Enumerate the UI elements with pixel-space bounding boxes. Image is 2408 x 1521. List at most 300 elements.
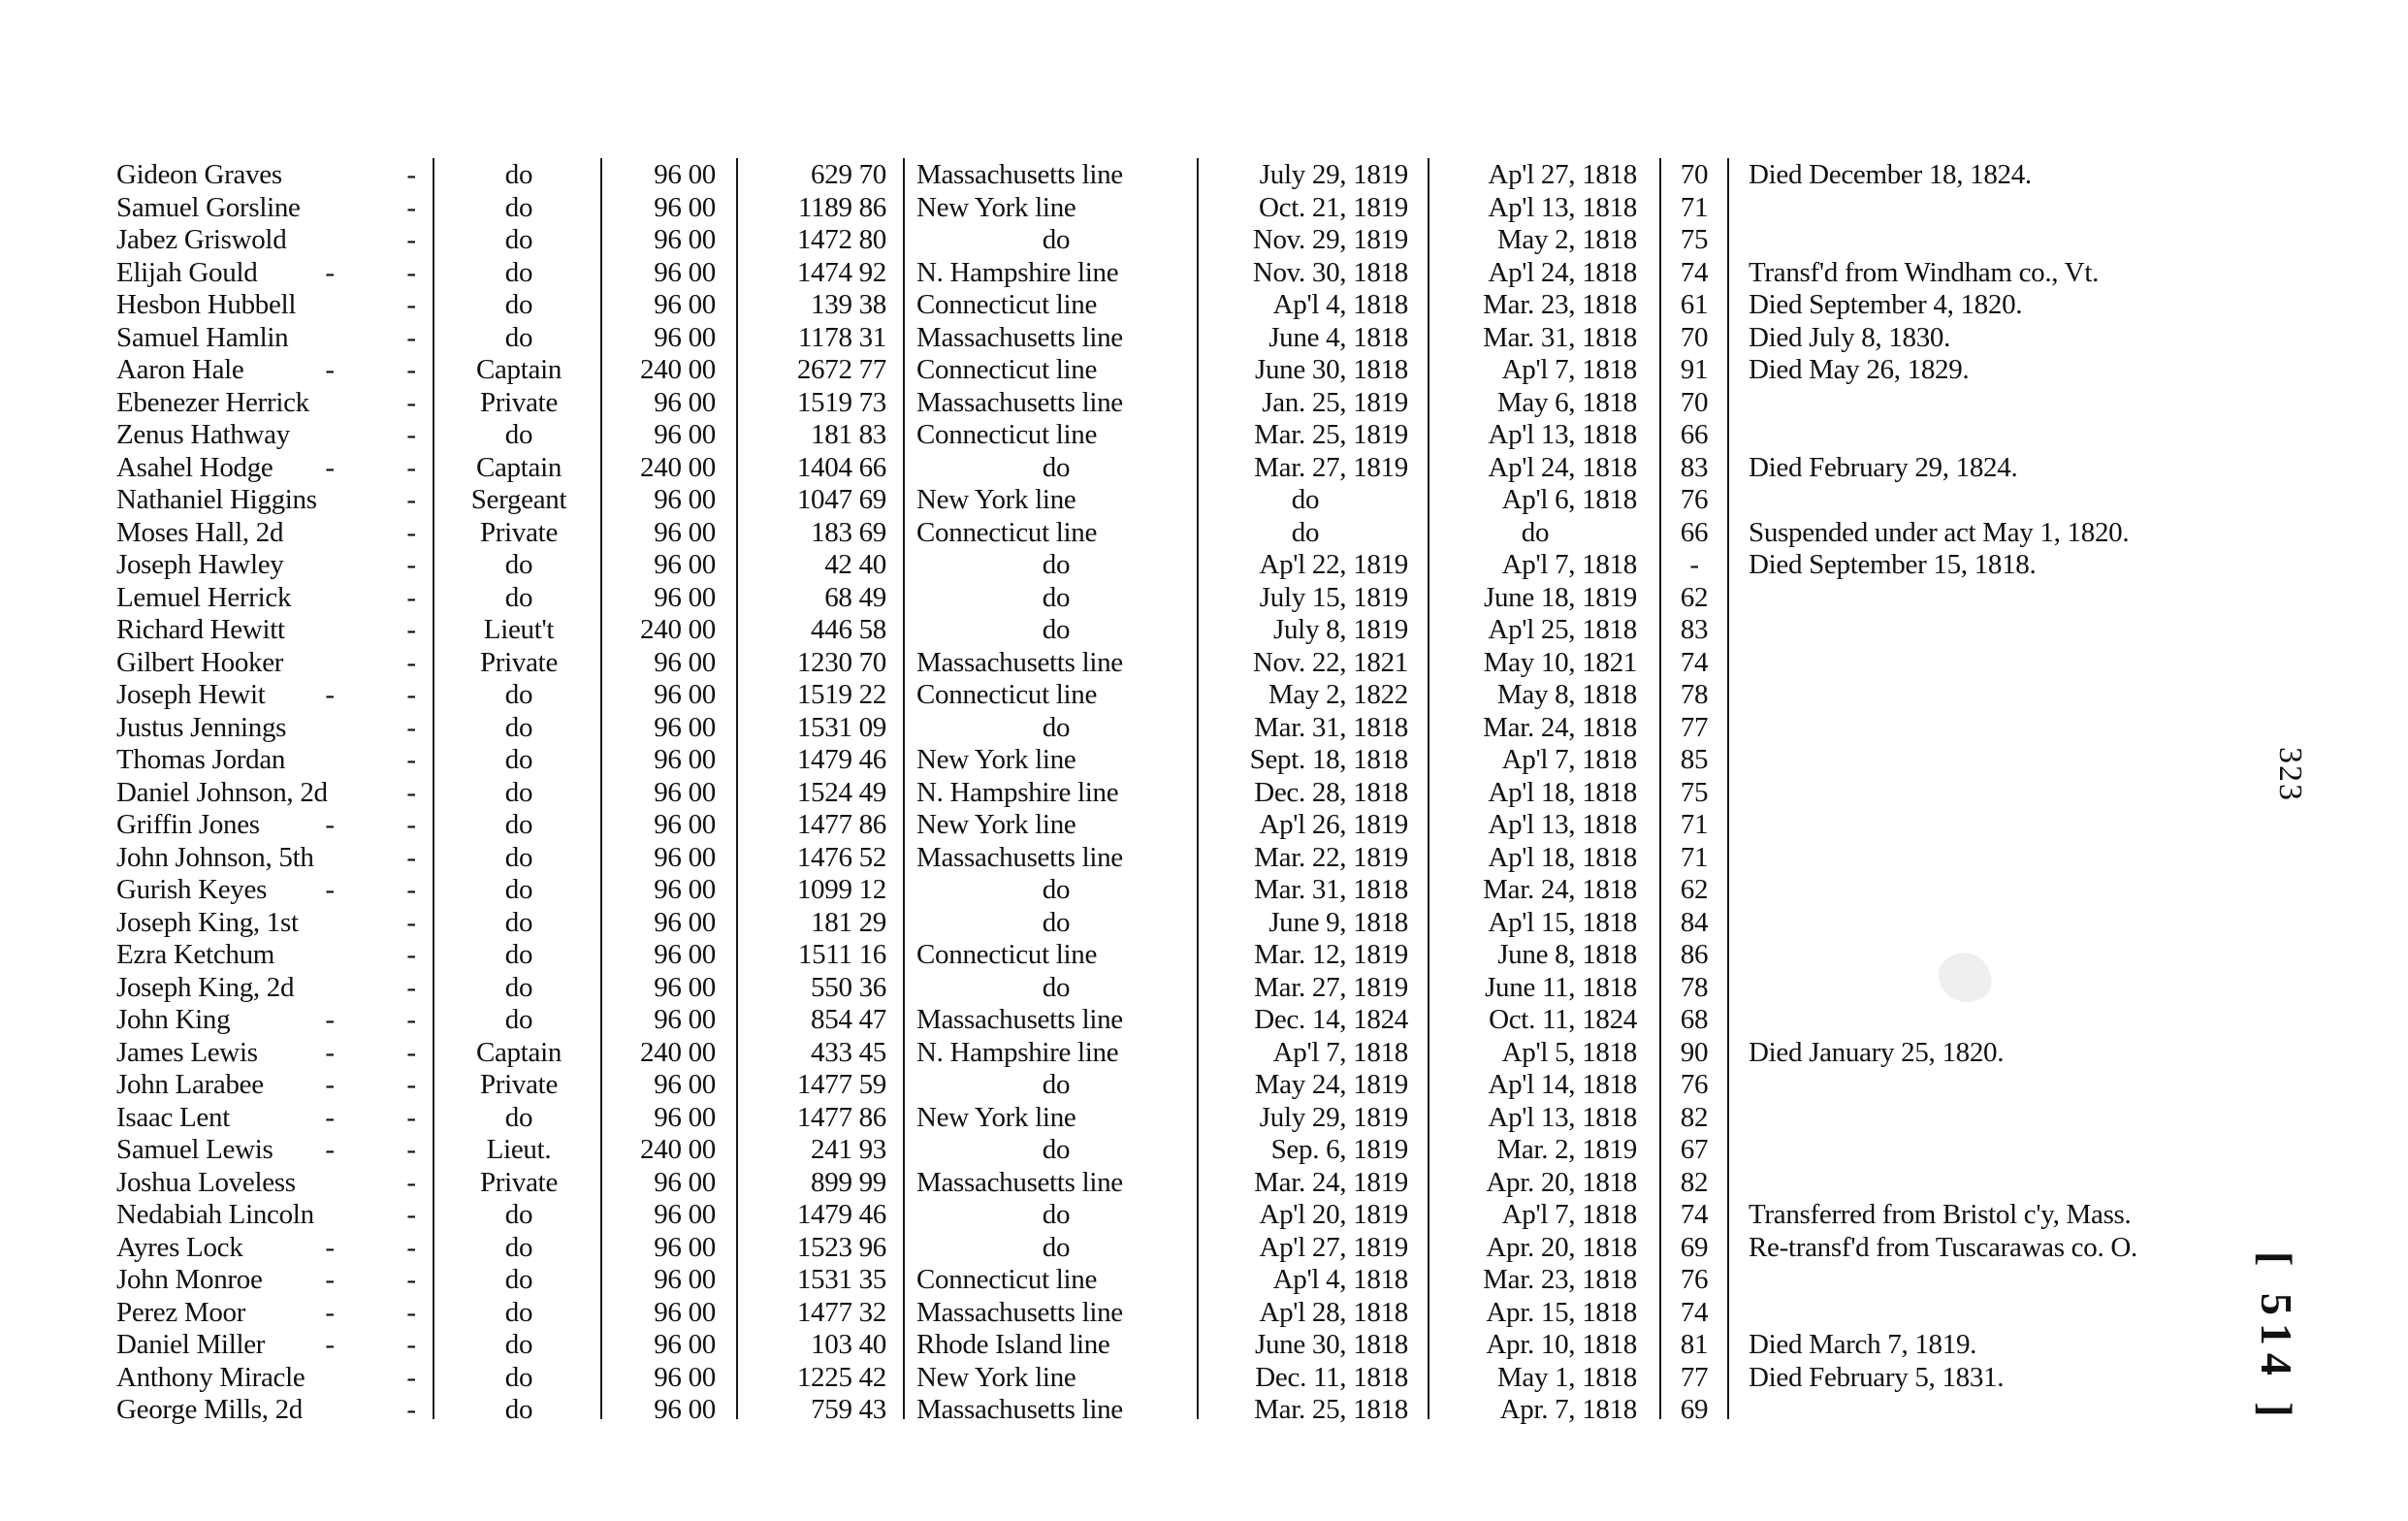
age-cell: 83: [1680, 614, 1709, 645]
remarks-cell: [1749, 712, 2253, 744]
placed-on-roll-date: May 2, 1822: [1268, 679, 1408, 710]
name-leader-dot: [0, 939, 19, 971]
placed-on-roll-date: Mar. 24, 1819: [1254, 1166, 1408, 1198]
pensioner-name: Elijah Gould: [116, 256, 258, 288]
age-cell: 68: [1680, 1004, 1709, 1035]
age-cell: 76: [1680, 484, 1709, 515]
placed-on-roll-date: Mar. 27, 1819: [1254, 971, 1408, 1003]
table-row: [0, 549, 2231, 581]
allowance-cell: 96 00: [654, 939, 716, 970]
allowance-cell: 96 00: [654, 516, 716, 548]
age-cell: 67: [1680, 1134, 1709, 1165]
rank-cell: do: [504, 321, 533, 353]
leader-dash: -: [406, 1361, 416, 1393]
pension-start-date: Apr. 20, 1818: [1486, 1231, 1637, 1263]
pension-start-date: Ap'l 27, 1818: [1488, 159, 1637, 190]
rank-cell: Private: [479, 516, 559, 548]
rank-cell: do: [504, 419, 533, 450]
leader-dash: -: [406, 939, 416, 970]
name-leader-dot: [0, 322, 19, 354]
rank-cell: Captain: [475, 1036, 562, 1068]
pensioner-name: Thomas Jordan: [116, 744, 286, 775]
table-row: [0, 1264, 2231, 1296]
rank-cell: do: [504, 906, 533, 938]
age-cell: 75: [1680, 776, 1709, 808]
placed-on-roll-date: Sep. 6, 1819: [1270, 1134, 1408, 1165]
amount-cell: 854 47: [811, 1004, 886, 1035]
age-cell: 66: [1680, 419, 1709, 450]
name-leader-dot: -: [325, 256, 335, 288]
name-leader-dot: [0, 777, 19, 809]
service-line-cell: do: [1042, 581, 1071, 613]
amount-cell: 1230 70: [796, 646, 886, 678]
service-line-cell: New York line: [916, 744, 1076, 775]
allowance-cell: 96 00: [654, 711, 716, 743]
amount-cell: 1519 22: [796, 679, 886, 710]
amount-cell: 1047 69: [796, 484, 886, 515]
leader-dash: -: [406, 874, 416, 905]
age-cell: 62: [1680, 581, 1709, 613]
name-leader-dot: -: [325, 1036, 335, 1068]
service-line-cell: Connecticut line: [916, 289, 1098, 320]
name-leader-dot: [0, 159, 19, 191]
age-cell: 70: [1680, 321, 1709, 353]
remarks-cell: [1749, 744, 2253, 776]
age-cell: 90: [1680, 1036, 1709, 1068]
pensioner-name: James Lewis: [116, 1036, 258, 1068]
age-cell: 82: [1680, 1166, 1709, 1198]
pensioner-name: Joseph Hawley: [116, 549, 284, 580]
placed-on-roll-date: June 30, 1818: [1254, 1329, 1408, 1360]
pension-start-date: Ap'l 7, 1818: [1501, 744, 1637, 775]
rank-cell: Private: [479, 386, 559, 418]
pensioner-name: Samuel Gorsline: [116, 191, 301, 223]
service-line-cell: Massachusetts line: [916, 1004, 1123, 1035]
age-cell: 62: [1680, 874, 1709, 905]
amount-cell: 1099 12: [796, 874, 886, 905]
pension-start-date: Mar. 23, 1818: [1483, 289, 1637, 320]
table-row: [0, 647, 2231, 679]
amount-cell: 1189 86: [797, 191, 886, 223]
pension-start-date: Ap'l 7, 1818: [1501, 354, 1637, 385]
pensioner-name: Ezra Ketchum: [116, 939, 275, 970]
leader-dash: -: [406, 289, 416, 320]
name-leader-dot: [0, 484, 19, 516]
allowance-cell: 96 00: [654, 419, 716, 450]
amount-cell: 1472 80: [796, 224, 886, 255]
allowance-cell: 96 00: [654, 224, 716, 255]
service-line-cell: Massachusetts line: [916, 841, 1123, 873]
age-cell: 81: [1680, 1329, 1709, 1360]
amount-cell: 899 99: [811, 1166, 886, 1198]
placed-on-roll-date: July 29, 1819: [1259, 159, 1408, 190]
leader-dash: -: [406, 711, 416, 743]
remarks-cell: [1749, 679, 2253, 711]
page-number: 323: [2272, 747, 2308, 802]
name-leader-dot: -: [325, 1264, 335, 1295]
pension-start-date: Ap'l 5, 1818: [1501, 1036, 1637, 1068]
pensioner-name: Ebenezer Herrick: [116, 386, 309, 418]
table-row: [0, 1362, 2231, 1394]
name-leader-dot: -: [325, 679, 335, 710]
leader-dash: -: [406, 484, 416, 515]
pension-start-date: Ap'l 18, 1818: [1488, 776, 1637, 808]
service-line-cell: do: [1042, 224, 1071, 255]
allowance-cell: 96 00: [654, 679, 716, 710]
name-leader-dot: -: [325, 1296, 335, 1328]
table-row: [0, 907, 2231, 939]
remarks-cell: [1749, 972, 2253, 1004]
table-row: [0, 1297, 2231, 1329]
pension-start-date: Ap'l 25, 1818: [1488, 614, 1637, 645]
leader-dash: -: [406, 386, 416, 418]
amount-cell: 1511 16: [797, 939, 886, 970]
amount-cell: 181 83: [811, 419, 886, 450]
leader-dash: -: [406, 841, 416, 873]
placed-on-roll-date: Ap'l 4, 1818: [1272, 1264, 1408, 1295]
remarks-cell: [1749, 907, 2253, 939]
amount-cell: 1225 42: [796, 1361, 886, 1393]
pension-start-date: May 6, 1818: [1496, 386, 1637, 418]
pension-start-date: Apr. 20, 1818: [1486, 1166, 1637, 1198]
rank-cell: do: [504, 1101, 533, 1133]
name-leader-dot: [0, 744, 19, 776]
allowance-cell: 96 00: [654, 549, 716, 580]
leader-dash: -: [406, 1134, 416, 1165]
pensioner-name: Daniel Johnson, 2d: [116, 776, 328, 808]
leader-dash: -: [406, 679, 416, 710]
allowance-cell: 240 00: [640, 354, 716, 385]
rank-cell: Captain: [475, 451, 562, 483]
table-row: [0, 159, 2231, 191]
remarks-cell: Transferred from Bristol c'y, Mass.: [1749, 1199, 2132, 1230]
service-line-cell: do: [1042, 549, 1071, 580]
remarks-cell: Transf'd from Windham co., Vt.: [1749, 256, 2100, 288]
remarks-cell: Died July 8, 1830.: [1749, 321, 1951, 353]
service-line-cell: Connecticut line: [916, 679, 1098, 710]
remarks-cell: [1749, 1069, 2253, 1101]
service-line-cell: New York line: [916, 1101, 1076, 1133]
table-row: [0, 939, 2231, 971]
table-row: [0, 322, 2231, 354]
pension-start-date: Mar. 2, 1819: [1496, 1134, 1637, 1165]
table-row: [0, 257, 2231, 289]
pensioner-name: Griffin Jones: [116, 809, 260, 840]
service-line-cell: do: [1042, 971, 1071, 1003]
age-cell: 77: [1680, 711, 1709, 743]
placed-on-roll-date: July 8, 1819: [1273, 614, 1408, 645]
amount-cell: 759 43: [811, 1394, 886, 1425]
age-cell: 69: [1680, 1394, 1709, 1425]
service-line-cell: Connecticut line: [916, 419, 1098, 450]
service-line-cell: Rhode Island line: [916, 1329, 1110, 1360]
allowance-cell: 96 00: [654, 1361, 716, 1393]
age-cell: 76: [1680, 1069, 1709, 1100]
name-leader-dot: -: [325, 809, 335, 840]
rank-cell: do: [504, 809, 533, 840]
pension-start-date: Apr. 15, 1818: [1486, 1296, 1637, 1328]
placed-on-roll-date: July 29, 1819: [1259, 1101, 1408, 1133]
name-leader-dot: [0, 907, 19, 939]
amount-cell: 1479 46: [796, 744, 886, 775]
rank-cell: do: [504, 1394, 533, 1425]
remarks-cell: [1749, 582, 2253, 614]
rank-cell: Captain: [475, 354, 562, 385]
pension-start-date: Ap'l 7, 1818: [1501, 549, 1637, 580]
name-leader-dot: [0, 289, 19, 321]
remarks-cell: Died March 7, 1819.: [1749, 1329, 1977, 1360]
pensioner-name: John Larabee: [116, 1069, 264, 1100]
pension-start-date: Apr. 7, 1818: [1499, 1394, 1637, 1425]
age-cell: 78: [1680, 971, 1709, 1003]
placed-on-roll-date: Nov. 29, 1819: [1252, 224, 1408, 255]
leader-dash: -: [406, 1329, 416, 1360]
amount-cell: 1477 32: [796, 1296, 886, 1328]
amount-cell: 68 49: [824, 581, 886, 613]
name-leader-dot: -: [325, 1069, 335, 1100]
placed-on-roll-date: June 30, 1818: [1254, 354, 1408, 385]
remarks-cell: Died May 26, 1829.: [1749, 354, 1970, 385]
leader-dash: -: [406, 1199, 416, 1230]
rank-cell: do: [504, 224, 533, 255]
pension-start-date: Mar. 24, 1818: [1483, 874, 1637, 905]
table-row: [0, 1037, 2231, 1069]
rank-cell: do: [504, 744, 533, 775]
allowance-cell: 96 00: [654, 809, 716, 840]
service-line-cell: Massachusetts line: [916, 1166, 1123, 1198]
pension-start-date: Apr. 10, 1818: [1486, 1329, 1637, 1360]
name-leader-dot: [0, 517, 19, 549]
allowance-cell: 96 00: [654, 874, 716, 905]
rank-cell: do: [504, 874, 533, 905]
remarks-cell: [1749, 1297, 2253, 1329]
rank-cell: do: [504, 971, 533, 1003]
service-line-cell: New York line: [916, 484, 1076, 515]
name-leader-dot: -: [325, 1004, 335, 1035]
age-cell: 74: [1680, 646, 1709, 678]
remarks-cell: [1749, 939, 2253, 971]
leader-dash: -: [406, 1036, 416, 1068]
placed-on-roll-date: Dec. 28, 1818: [1254, 776, 1408, 808]
allowance-cell: 96 00: [654, 256, 716, 288]
leader-dash: -: [406, 1296, 416, 1328]
name-leader-dot: -: [325, 451, 335, 483]
remarks-cell: [1749, 1394, 2253, 1426]
age-cell: 71: [1680, 809, 1709, 840]
table-row: [0, 874, 2231, 906]
allowance-cell: 96 00: [654, 744, 716, 775]
leader-dash: -: [406, 971, 416, 1003]
pensioner-name: Aaron Hale: [116, 354, 244, 385]
service-line-cell: Massachusetts line: [916, 646, 1123, 678]
leader-dash: -: [406, 614, 416, 645]
leader-dash: -: [406, 906, 416, 938]
amount-cell: 1404 66: [796, 451, 886, 483]
remarks-cell: [1749, 484, 2253, 516]
pension-start-date: May 1, 1818: [1496, 1361, 1637, 1393]
allowance-cell: 96 00: [654, 1101, 716, 1133]
table-row: [0, 809, 2231, 841]
pensioner-name: John Monroe: [116, 1264, 263, 1295]
remarks-cell: [1749, 224, 2253, 256]
allowance-cell: 96 00: [654, 581, 716, 613]
service-line-cell: do: [1042, 614, 1071, 645]
name-leader-dot: [0, 614, 19, 646]
rank-cell: do: [504, 1004, 533, 1035]
leader-dash: -: [406, 776, 416, 808]
remarks-cell: [1749, 192, 2253, 224]
amount-cell: 1479 46: [796, 1199, 886, 1230]
pensioner-name: George Mills, 2d: [116, 1394, 304, 1425]
age-cell: 74: [1680, 256, 1709, 288]
service-line-cell: Connecticut line: [916, 1264, 1098, 1295]
remarks-cell: [1749, 874, 2253, 906]
table-row: [0, 1004, 2231, 1036]
amount-cell: 1477 86: [796, 809, 886, 840]
placed-on-roll-date: Oct. 21, 1819: [1259, 191, 1408, 223]
age-cell: -: [1689, 549, 1699, 580]
pension-start-date: Ap'l 18, 1818: [1488, 841, 1637, 873]
remarks-cell: Died December 18, 1824.: [1749, 159, 2032, 190]
rank-cell: Lieut't: [483, 614, 555, 645]
name-leader-dot: [0, 224, 19, 256]
amount-cell: 550 36: [811, 971, 886, 1003]
pensioner-name: Anthony Miracle: [116, 1361, 305, 1393]
placed-on-roll-date: Mar. 25, 1818: [1254, 1394, 1408, 1425]
rank-cell: Private: [479, 646, 559, 678]
name-leader-dot: -: [325, 1134, 335, 1165]
table-row: [0, 1394, 2231, 1426]
pensioner-name: Hesbon Hubbell: [116, 289, 297, 320]
service-line-cell: do: [1042, 451, 1071, 483]
table-row: [0, 777, 2231, 809]
placed-on-roll-date: Nov. 22, 1821: [1252, 646, 1408, 678]
pensioner-name: Moses Hall, 2d: [116, 516, 284, 548]
placed-on-roll-date: Ap'l 22, 1819: [1259, 549, 1408, 580]
service-line-cell: Connecticut line: [916, 354, 1098, 385]
allowance-cell: 96 00: [654, 1166, 716, 1198]
age-cell: 71: [1680, 841, 1709, 873]
leader-dash: -: [406, 1004, 416, 1035]
allowance-cell: 96 00: [654, 1329, 716, 1360]
pensioner-name: Gideon Graves: [116, 159, 282, 190]
table-row: [0, 1329, 2231, 1361]
remarks-cell: [1749, 1004, 2253, 1036]
pension-start-date: Ap'l 6, 1818: [1501, 484, 1637, 515]
remarks-cell: [1749, 1264, 2253, 1296]
rank-cell: do: [504, 939, 533, 970]
table-row: [0, 1102, 2231, 1134]
leader-dash: -: [406, 516, 416, 548]
leader-dash: -: [406, 1069, 416, 1100]
table-row: [0, 452, 2231, 484]
leader-dash: -: [406, 1166, 416, 1198]
age-cell: 75: [1680, 224, 1709, 255]
pension-start-date: June 11, 1818: [1485, 971, 1637, 1003]
table-row: [0, 712, 2231, 744]
rank-cell: do: [504, 1361, 533, 1393]
remarks-cell: [1749, 809, 2253, 841]
table-row: [0, 679, 2231, 711]
service-line-cell: do: [1042, 711, 1071, 743]
rank-cell: do: [504, 1329, 533, 1360]
service-line-cell: Massachusetts line: [916, 1296, 1123, 1328]
allowance-cell: 96 00: [654, 386, 716, 418]
service-line-cell: Massachusetts line: [916, 321, 1123, 353]
table-row: [0, 614, 2231, 646]
table-row: [0, 354, 2231, 386]
amount-cell: 433 45: [811, 1036, 886, 1068]
placed-on-roll-date: Dec. 14, 1824: [1254, 1004, 1408, 1035]
allowance-cell: 96 00: [654, 1004, 716, 1035]
service-line-cell: do: [1042, 1069, 1071, 1100]
remarks-cell: [1749, 1134, 2253, 1166]
allowance-cell: 96 00: [654, 1296, 716, 1328]
leader-dash: -: [406, 419, 416, 450]
age-cell: 74: [1680, 1199, 1709, 1230]
table-row: [0, 484, 2231, 516]
remarks-cell: Died September 4, 1820.: [1749, 289, 2023, 320]
amount-cell: 183 69: [811, 516, 886, 548]
pension-start-date: Ap'l 14, 1818: [1488, 1069, 1637, 1100]
amount-cell: 103 40: [811, 1329, 886, 1360]
placed-on-roll-date: Ap'l 20, 1819: [1259, 1199, 1408, 1230]
document-number: [ 514 ]: [2252, 1251, 2301, 1425]
pension-start-date: Mar. 31, 1818: [1483, 321, 1637, 353]
pensioner-name: Gilbert Hooker: [116, 646, 284, 678]
name-leader-dot: [0, 582, 19, 614]
amount-cell: 1523 96: [796, 1231, 886, 1263]
service-line-cell: New York line: [916, 1361, 1076, 1393]
remarks-cell: Died September 15, 1818.: [1749, 549, 2037, 580]
amount-cell: 139 38: [811, 289, 886, 320]
placed-on-roll-date: May 24, 1819: [1254, 1069, 1408, 1100]
placed-on-roll-date: Ap'l 27, 1819: [1259, 1231, 1408, 1263]
age-cell: 61: [1680, 289, 1709, 320]
placed-on-roll-date: Mar. 25, 1819: [1254, 419, 1408, 450]
placed-on-roll-date: June 9, 1818: [1268, 906, 1408, 938]
remarks-cell: [1749, 777, 2253, 809]
age-cell: 74: [1680, 1296, 1709, 1328]
allowance-cell: 240 00: [640, 1134, 716, 1165]
allowance-cell: 96 00: [654, 321, 716, 353]
pension-start-date: June 18, 1819: [1483, 581, 1637, 613]
leader-dash: -: [406, 354, 416, 385]
remarks-cell: Died February 29, 1824.: [1749, 451, 2018, 483]
placed-on-roll-date: Mar. 31, 1818: [1254, 874, 1408, 905]
amount-cell: 446 58: [811, 614, 886, 645]
table-row: [0, 1232, 2231, 1264]
remarks-cell: Suspended under act May 1, 1820.: [1749, 516, 2130, 548]
allowance-cell: 96 00: [654, 1069, 716, 1100]
service-line-cell: Connecticut line: [916, 939, 1098, 970]
age-cell: 70: [1680, 386, 1709, 418]
name-leader-dot: [0, 1199, 19, 1231]
service-line-cell: Connecticut line: [916, 516, 1098, 548]
table-row: [0, 744, 2231, 776]
service-line-cell: N. Hampshire line: [916, 776, 1119, 808]
leader-dash: -: [406, 1101, 416, 1133]
rank-cell: do: [504, 679, 533, 710]
allowance-cell: 96 00: [654, 289, 716, 320]
pension-start-date: Ap'l 13, 1818: [1488, 191, 1637, 223]
pension-start-date: Ap'l 15, 1818: [1488, 906, 1637, 938]
service-line-cell: do: [1042, 1134, 1071, 1165]
pensioner-name: Richard Hewitt: [116, 614, 285, 645]
pension-start-date: Ap'l 13, 1818: [1488, 419, 1637, 450]
allowance-cell: 96 00: [654, 484, 716, 515]
leader-dash: -: [406, 451, 416, 483]
